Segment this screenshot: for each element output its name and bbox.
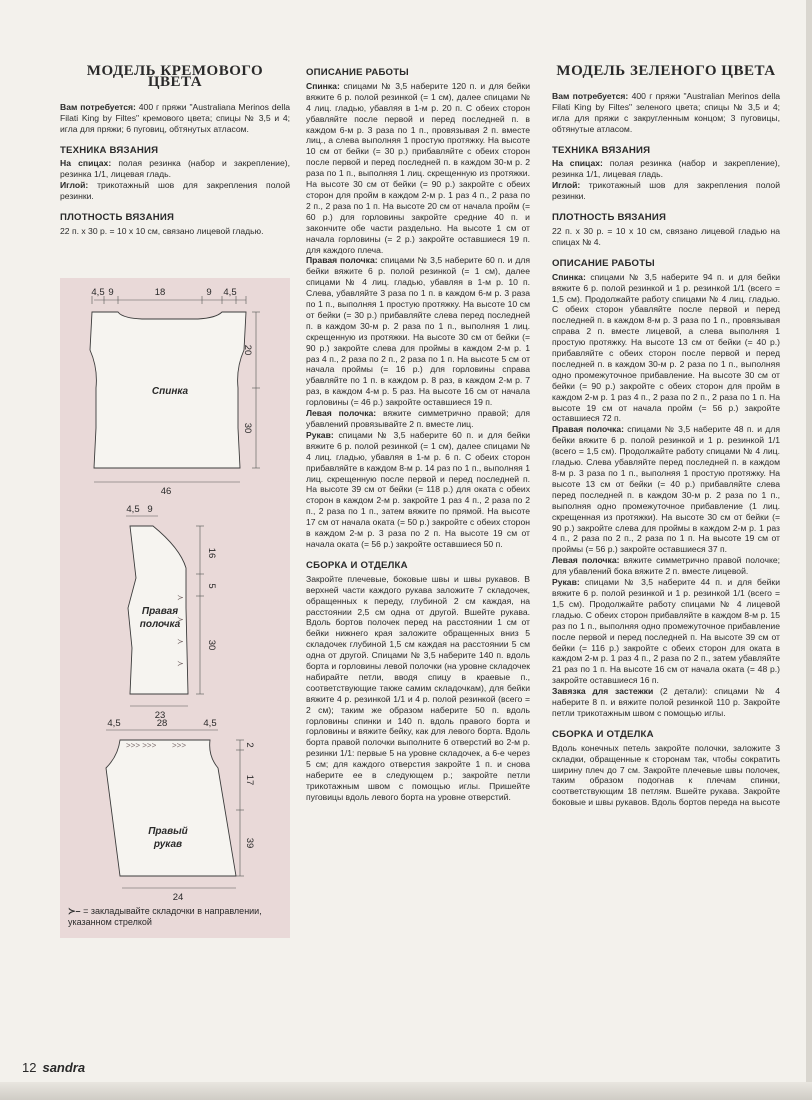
pleat-marker-icon: >>> <box>172 741 187 750</box>
cream-back-text: Спинка: спицами № 3,5 наберите 120 п. и для бейки вяжите 6 р. полой резинкой (= 1 см), далее спицами № 4 лиц. гладью, убавляя в 1-м р. 20 п. С обеих сторон убавляйте после первой и перед последней п. в каждом 6-м р. 3 раза по 1 п., провязывая 2 п. вместе лиц., а слева выполняя 1 простую протяжку. На высоте 10 см от бейки (= 30 р.) прибавляйте с обеих сторон после первой и перед последней п. в каждом 30-м р. 2 раза по 1 п., выполняя 1 лиц. скрещенную из протяжки. На высоте 30 см от бейки (= 90 р.) закройте с обеих сторон для пройм в каждом 2-м р. 1 раз 4 п., 2 раза по 2 п., 2 раза по 1 п. На высоте 20 см от начала пройм (= 60 р.) для горловины закройте средние 40 п. и закончите обе части раздельно. На высоте 1 см от начала горловины (= 2 р.) закройте оставшиеся 19 п. для каждого плеча. <box>306 80 530 255</box>
front-dim-side-3: 30 <box>206 639 217 651</box>
pleat-marker-icon: ≻ <box>177 615 184 624</box>
back-dim-bottom: 46 <box>160 486 172 497</box>
front-dim-top-2: 9 <box>147 504 153 515</box>
green-density-text: 22 п. х 30 р. = 10 х 10 см, связано лицевой гладью на спицах № 4. <box>552 225 780 247</box>
green-description-heading: ОПИСАНИЕ РАБОТЫ <box>552 257 655 269</box>
green-back-text: Спинка: спицами № 3,5 наберите 94 п. и для бейки вяжите 6 р. полой резинкой и 1 р. резинкой 1/1 (всего = 1,5 см). Продолжайте работу спицами № 4 лиц. гладью. С обеих сторон убавляйте после первой и перед последней п. в каждом 8-м р. 3 раза по 1 п., провязывая справа 2 п. вместе лицевой, а слева выполняя 1 простую протяжку. На высоте 13 см от бейки (= 40 р.) прибавляйте с обеих сторон после первой и перед последней п. в каждом 30-м р. 2 раза по 1 п., выполняя одно промежуточное прибавление. На высоте 30 см от бейки (= 90 р.) закройте с обеих сторон для пройм в каждом 2-м р. 1 раз 4 п., 2 раза по 2 п., 2 раза по 1 п. На высоте 19 см от начала пройм (= 56 р.) закройте оставшиеся 72 п. <box>552 271 781 424</box>
schematic-diagram <box>60 278 290 938</box>
sleeve-label-2: рукав <box>153 839 183 850</box>
cream-assembly-text: Закройте плечевые, боковые швы и швы рукавов. В верхней части каждого рукава заложите 7 складочек, обращенных к переду, глубиной 2 см каждая, на расстоянии 2,5 см одна от другой. Вшейте рукава. Вдоль бортов полочек перед на расстоянии 1 см от бейки нижнего края заложите обращенных вниз 5 складочек глубиной 1,5 см каждая на расстоянии 5 см одна от другой. Спицами № 3,5 наберите 140 п. вдоль борта и горловины левой полочки (на уровне складочек набирайте петли, вводя спицу в краевые п., соответствующие также самим складочкам), для бейки вяжите 4 р. резинкой 1/1 и 4 р. полой резинкой (всего = 2 см); таким же образом наберите 50 п. вдоль горловины спинки и 140 п. вдоль правого борта и горловины и вяжите бейку, как для левого борта. Вдоль борта правой полочки выполните 6 отверстий во 2-м р. резинки 1/1: первые 5 на уровне складочек, а 6-е через 5 см; для каждого отверстия закройте 1 п. и снова наберите ее в следующем р.; закройте петли трикотажным швом с помощью иглы. Пришейте пуговицы вдоль левого борта на уровне отверстий. <box>306 573 530 802</box>
green-technique-heading: ТЕХНИКА ВЯЗАНИЯ <box>552 144 651 156</box>
page-footer <box>22 1060 85 1075</box>
front-dim-side-1: 16 <box>206 547 217 559</box>
sleeve-dim-top-3: 4,5 <box>203 718 217 729</box>
pleat-arrow-icon: ≻– <box>68 906 81 916</box>
back-dim-top-5: 4,5 <box>223 287 237 298</box>
cream-assembly-heading: СБОРКА И ОТДЕЛКА <box>306 559 408 571</box>
cream-description-heading: ОПИСАНИЕ РАБОТЫ <box>306 67 409 78</box>
front-dim-side-2: 5 <box>206 583 217 589</box>
green-requirements: Вам потребуется: 400 г пряжи "Australian Merinos della Filati King by Filtes" зеленого цвета; спицы № 3,5 и 4; игла для пряжи с закругленным концом; 3 пуговицы, обтянутые атласом. <box>552 90 781 134</box>
sleeve-dim-side-1: 2 <box>244 742 255 748</box>
pleat-marker-icon: ≻ <box>177 637 184 646</box>
back-dim-side-2: 30 <box>242 422 253 434</box>
front-dim-top-1: 4,5 <box>126 504 140 515</box>
back-label: Спинка <box>151 386 189 397</box>
front-dim-bottom: 23 <box>154 710 166 721</box>
page-bottom-edge <box>0 1082 812 1100</box>
green-needles-text: На спицах: полая резинка (набор и закрепление), резинка 1/1, лицевая гладь. <box>552 158 780 180</box>
green-tie-text: Завязка для застежки (2 детали): спицами № 4 наберите 8 п. и вяжите полой резинкой 110 р. Закройте петли трикотажным швом с помощью иглы. <box>552 686 780 718</box>
front-label-1: Правая <box>141 606 179 617</box>
back-dim-top-1: 4,5 <box>91 287 105 298</box>
page-edge <box>806 0 812 1100</box>
green-assembly-heading: СБОРКА И ОТДЕЛКА <box>552 728 654 740</box>
magazine-brand: sandra <box>42 1060 86 1075</box>
sleeve-piece <box>106 740 236 876</box>
cream-left-front-text: Левая полочка: вяжите симметрично правой; для убавлений провязывайте 2 п. вместе лиц. <box>306 408 530 429</box>
green-left-front-text: Левая полочка: вяжите симметрично правой полочке; для убавлений бока вяжите 2 п. вместе лицевой. <box>552 555 780 577</box>
back-dim-top-2: 9 <box>108 287 114 298</box>
left-column <box>60 63 291 237</box>
sleeve-label-1: Правый <box>148 826 188 837</box>
back-dim-top-4: 9 <box>206 287 212 298</box>
cream-requirements: Вам потребуется: 400 г пряжи "Australiana Merinos della Filati King by Filtes" кремового цвета; спицы № 3,5 и 4; игла для пряжи; 6 пуговиц, обтянутых атласом. <box>60 101 291 134</box>
cream-density-text: 22 п. х 30 р. = 10 х 10 см, связано лицевой гладью. <box>60 225 264 236</box>
pleat-marker-icon: ≻ <box>177 659 184 668</box>
sleeve-dim-side-2: 17 <box>244 774 255 786</box>
cream-right-front-text: Правая полочка: спицами № 3,5 наберите 60 п. и для бейки вяжите 6 р. полой резинкой (= 1 см), далее спицами № 4 лиц. гладью, убавляя в 1-м р. 10 п. Слева, убавляйте 3 раза по 1 п. в каждом 6-м р. 3 раза по 1 п., выполняя 1 простую протяжку. На высоте 10 см от бейки (= 30 р.) прибавляйте слева перед последней п. в каждом 30-м р. 2 раза по 1 п., выполняя 1 лиц. скрещенную из протяжки. На высоте 30 см от бейки (= 90 р.) закройте слева для проймы в каждом 2-м р. 1 раз 4 п., 2 раза по 2 п., 2 раза по 1 п. На высоте 5 см от начала проймы (= 16 р.) для горловины справа убавляйте по 1 п. в каждом р. 8 раз, в каждом 2-м р. 7 раз, в каждом 4-м р. 5 раз. На высоте 16 см от начала горловины (= 46 р.) закройте оставшиеся 19 п. <box>306 255 531 408</box>
back-dim-side-1: 20 <box>242 344 253 356</box>
green-model-title: МОДЕЛЬ ЗЕЛЕНОГО ЦВЕТА <box>556 63 776 79</box>
cream-hook-text: Иглой: трикотажный шов для закрепления полой резинки. <box>60 180 290 202</box>
sleeve-dim-side-3: 39 <box>244 837 255 849</box>
back-dim-top-3: 18 <box>154 287 166 298</box>
sleeve-dim-top-1: 4,5 <box>107 718 121 729</box>
cream-sleeve-text: Рукав: спицами № 3,5 наберите 60 п. и для бейки вяжите 6 р. полой резинкой (= 1 см), далее спицами № 4 лиц. гладью, убавляя в 1-м р. 6 п. С обеих сторон прибавляйте в каждом 8-м р. 14 раз по 1 п., выполняя 1 лиц. скрещенную после первой и перед последней п. На высоте 39 см от бейки (= 118 р.) для оката с обеих сторон в каждом 2-м р. закройте 1 раз 4 п., 2 раза по 2 п., 2 раза по 1 п., затем вяжите по прямой. На высоте 17 см от начала оката (= 50 р.) закройте с обеих сторон в каждом 2-м р. 3 раза по 2 п. На высоте 19 см от начала оката (= 56 р.) закройте оставшиеся 50 п. <box>306 429 531 549</box>
green-sleeve-text: Рукав: спицами № 3,5 наберите 44 п. и для бейки вяжите 6 р. полой резинкой и 1 р. резинкой 1/1 (всего = 1,5 см). Продолжайте работу спицами № 4 лицевой гладью. С обеих сторон прибавляйте в каждом 8-м р. 15 раз по 1 п., выполняя одно промежуточное прибавление после первой и перед последней п. На высоте 39 см от бейки (= 116 р.) закройте с обеих сторон для оката в каждом 2-м р. 1 раз 4 п., 2 раза по 2 п., затем убавляйте 21 раз по 1 п. На высоте 16 см от начала оката (= 48 р.) закройте оставшиеся 16 п. <box>552 577 780 686</box>
cream-model-title: МОДЕЛЬ КРЕМОВОГО ЦВЕТА <box>86 63 264 90</box>
page-number: 12 <box>22 1060 37 1075</box>
green-right-front-text: Правая полочка: спицами № 3,5 наберите 48 п. и для бейки вяжите 6 р. полой резинкой и 1 р. резинкой 1/1 (всего = 1,5 см). Продолжайте работу спицами № 4 лиц. гладью. Слева убавляйте перед последней п. в каждом 8-м р. 3 раза по 1 п., выполняя 1 простую протяжку. На высоте 13 см от бейки (= 40 р.) прибавляйте слева перед последней п. в каждом 30-м р. 2 раза по 1 п., выполняя одно промежуточное прибавление (1 лиц. скрещенная из протяжки). На высоте 30 см от бейки (= 90 р.) закройте слева для проймы в каждом 2-м р. 1 раз 4 п., 2 раза по 2 п., 2 раза по 1 п. На высоте 19 см от проймы (= 56 р.) закройте оставшиеся 37 п. <box>552 424 780 555</box>
right-column <box>552 63 781 808</box>
cream-needles-text: На спицах: полая резинка (набор и закрепление), резинка 1/1, лицевая гладь. <box>60 158 290 180</box>
pleat-marker-icon: ≻ <box>177 593 184 602</box>
green-assembly-text: Вдоль конечных петель закройте полочки, заложите 3 складки, обращенные к сторонам так, чтобы сократить ширину плеч до 7 см. Закройте плечевые швы полочек, таким образом подогнав к плечам спинки, соответствующим 18 петлям. Вшейте рукава. Закройте боковые и швы рукавов. Вдоль бортов переда на высоте <box>552 742 780 808</box>
cream-technique-heading: ТЕХНИКА ВЯЗАНИЯ <box>60 144 159 156</box>
green-density-heading: ПЛОТНОСТЬ ВЯЗАНИЯ <box>552 212 667 224</box>
sleeve-dim-bottom: 24 <box>172 892 184 903</box>
pleat-legend: ≻– = закладывайте складочки в направлении, указанном стрелкой <box>68 906 262 927</box>
cream-density-heading: ПЛОТНОСТЬ ВЯЗАНИЯ <box>60 212 175 224</box>
front-label-2: полочка <box>139 619 181 630</box>
green-hook-text: Иглой: трикотажный шов для закрепления полой резинки. <box>552 180 780 202</box>
pleat-marker-icon: >>> >>> <box>126 741 157 750</box>
middle-column <box>306 68 530 803</box>
sleeve-dim-top-2: 28 <box>156 718 168 729</box>
